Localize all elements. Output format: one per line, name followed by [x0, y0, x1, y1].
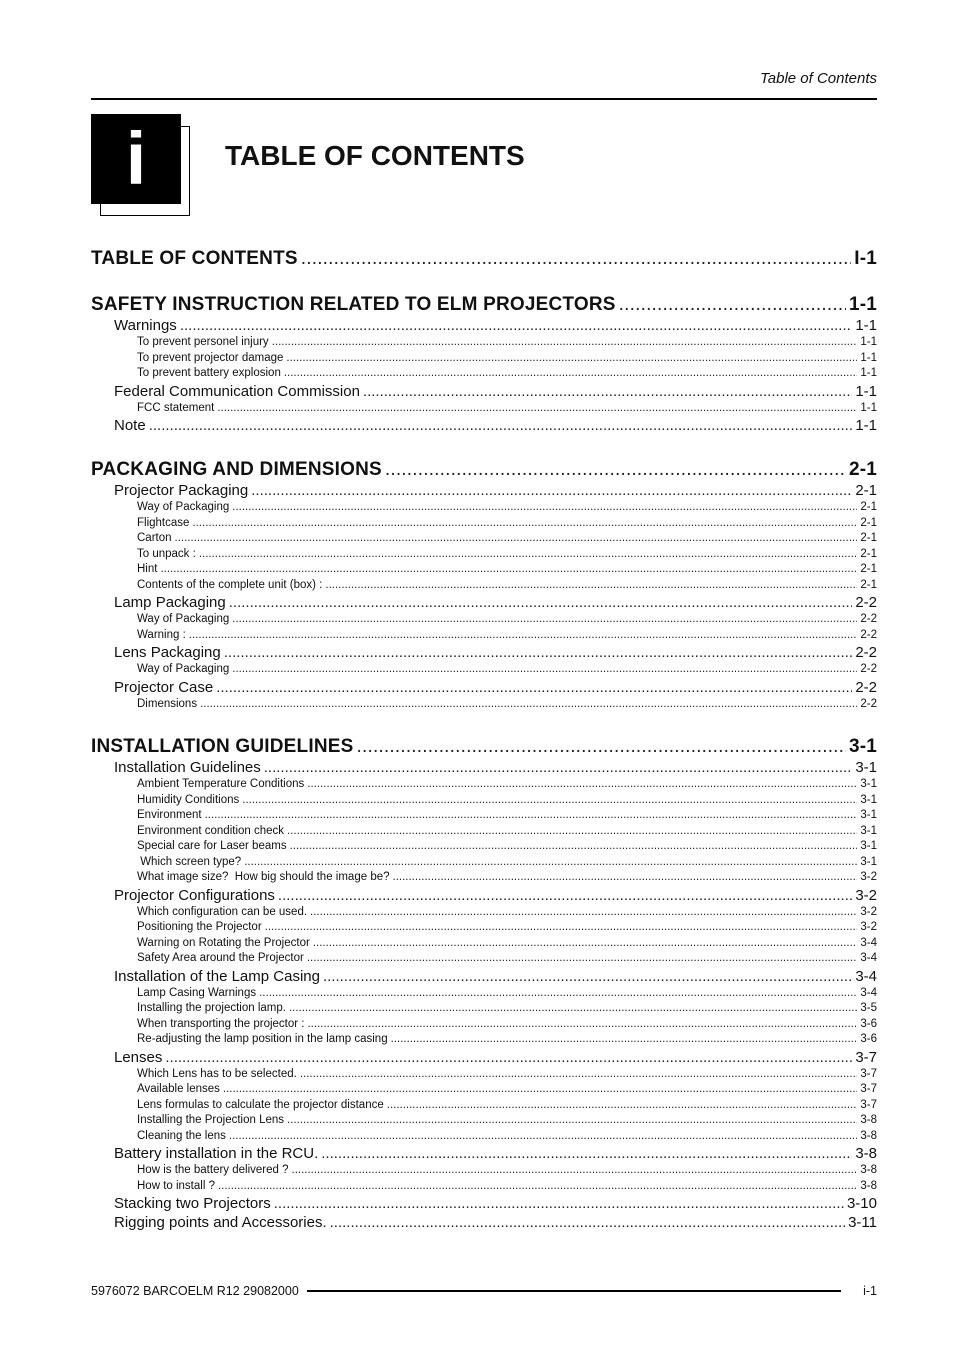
- toc-dot-leader: [307, 1017, 857, 1033]
- toc-entry-page: 3-2: [860, 921, 877, 933]
- toc-entry-page: 3-1: [860, 793, 877, 806]
- toc-entry-title: FCC statement: [137, 401, 215, 414]
- toc-entry-level-2[interactable]: [91, 593, 877, 612]
- toc-entry-page: 2-2: [860, 663, 877, 675]
- toc-entry-title: Installing the projection lamp.: [137, 1002, 286, 1014]
- toc-dot-leader: [264, 758, 853, 777]
- toc-entry-level-2[interactable]: [91, 382, 877, 401]
- toc-entry-page: 1-1: [855, 382, 877, 400]
- toc-entry-page: 2-1: [860, 547, 877, 560]
- toc-entry-title: Battery installation in the RCU.: [114, 1145, 319, 1162]
- toc-entry-level-3[interactable]: [91, 824, 877, 840]
- toc-dot-leader: [325, 578, 857, 594]
- toc-dot-leader: [192, 516, 857, 532]
- toc-entry-page: 3-4: [860, 936, 877, 949]
- toc-entry-level-2[interactable]: [91, 643, 877, 662]
- toc-dot-leader: [284, 366, 858, 382]
- toc-entry-page: 3-8: [860, 1179, 877, 1192]
- toc-entry-title: Ambient Temperature Conditions: [137, 778, 305, 790]
- toc-dot-leader: [323, 967, 852, 986]
- toc-entry-page: 2-2: [860, 628, 877, 641]
- toc-entry-level-3[interactable]: [91, 1129, 877, 1145]
- toc-entry-level-2[interactable]: [91, 481, 877, 500]
- toc-entry-title: INSTALLATION GUIDELINES: [91, 736, 354, 757]
- toc-entry-title: Lens Packaging: [114, 644, 221, 661]
- toc-entry-title: Special care for Laser beams: [137, 840, 287, 852]
- toc-entry-level-2[interactable]: [91, 967, 877, 986]
- toc-dot-leader: [357, 736, 846, 758]
- toc-entry-page: 3-8: [860, 1129, 877, 1142]
- toc-entry-title: Humidity Conditions: [137, 793, 240, 806]
- toc-entry-title: Flightcase: [137, 516, 190, 529]
- toc-entry-level-3[interactable]: [91, 793, 877, 809]
- toc-entry-page: 1-1: [855, 317, 877, 334]
- toc-dot-leader: [160, 562, 857, 578]
- toc-dot-leader: [300, 1067, 858, 1083]
- toc-entry-level-3[interactable]: [91, 1163, 877, 1179]
- toc-entry-page: 3-1: [860, 809, 877, 821]
- toc-entry-level-2[interactable]: [91, 316, 877, 335]
- toc-entry-page: 3-2: [860, 871, 877, 883]
- toc-entry-level-3[interactable]: [91, 855, 877, 871]
- toc-entry-page: 2-2: [860, 613, 877, 625]
- toc-dot-leader: [289, 1001, 857, 1017]
- toc-dot-leader: [175, 531, 858, 547]
- toc-entry-page: 2-2: [860, 697, 877, 710]
- toc-entry-level-3[interactable]: [91, 905, 877, 921]
- toc-entry-title: Installation Guidelines: [114, 759, 261, 776]
- toc-entry-level-2[interactable]: [91, 416, 877, 435]
- toc-dot-leader: [224, 643, 853, 662]
- toc-entry-title: Note: [114, 417, 146, 434]
- toc-entry-level-3[interactable]: [91, 1179, 877, 1195]
- toc-entry-page: 3-8: [855, 1145, 877, 1162]
- toc-entry-title: TABLE OF CONTENTS: [91, 248, 298, 269]
- toc-entry-page: 2-1: [855, 482, 877, 499]
- toc-dot-leader: [619, 294, 846, 316]
- toc-entry-level-3[interactable]: [91, 1098, 877, 1114]
- toc-entry-page: 2-2: [855, 678, 877, 696]
- toc-entry-title: Federal Communication Commission: [114, 382, 360, 400]
- toc-entry-page: 3-7: [860, 1083, 877, 1095]
- toc-entry-level-3[interactable]: [91, 562, 877, 578]
- toc-dot-leader: [286, 351, 857, 367]
- toc-dot-leader: [387, 1098, 858, 1114]
- toc-entry-level-3[interactable]: [91, 401, 877, 417]
- toc-entry-level-2[interactable]: [91, 758, 877, 777]
- toc-entry-level-3[interactable]: [91, 777, 877, 793]
- toc-entry-title: Environment condition check: [137, 824, 285, 837]
- toc-entry-level-3[interactable]: [91, 578, 877, 594]
- toc-entry-level-3[interactable]: [91, 951, 877, 967]
- toc-entry-title: How is the battery delivered ?: [137, 1164, 289, 1176]
- toc-entry-page: 3-4: [860, 986, 877, 999]
- toc-dot-leader: [229, 593, 853, 612]
- toc-entry-level-3[interactable]: [91, 1017, 877, 1033]
- toc-entry-title: Which screen type?: [137, 855, 242, 868]
- toc-entry-page: 3-1: [860, 824, 877, 837]
- toc-entry-level-1[interactable]: [91, 248, 877, 270]
- toc-dot-leader: [301, 248, 851, 270]
- toc-entry-level-3[interactable]: [91, 920, 877, 936]
- toc-dot-leader: [307, 777, 857, 793]
- toc-entry-page: 3-2: [860, 905, 877, 918]
- toc-entry-page: 3-6: [860, 1033, 877, 1045]
- toc-dot-leader: [189, 628, 858, 644]
- toc-entry-level-2[interactable]: [91, 886, 877, 905]
- page-footer: [91, 1282, 877, 1300]
- toc-dot-leader: [287, 824, 857, 840]
- toc-entry-level-3[interactable]: [91, 662, 877, 678]
- toc-entry-level-3[interactable]: [91, 1113, 877, 1129]
- toc-entry-page: 3-7: [860, 1098, 877, 1111]
- toc-entry-level-2[interactable]: [91, 1048, 877, 1067]
- toc-entry-page: 3-7: [855, 1048, 877, 1066]
- footer-rule: [307, 1290, 841, 1292]
- toc-entry-level-3[interactable]: [91, 808, 877, 824]
- toc-entry-page: 3-8: [860, 1164, 877, 1176]
- toc-entry-level-1[interactable]: [91, 294, 877, 316]
- toc-entry-level-2[interactable]: [91, 1144, 877, 1163]
- toc-entry-level-1[interactable]: [91, 459, 877, 481]
- toc-dot-leader: [149, 416, 853, 435]
- toc-entry-page: 2-1: [860, 532, 877, 544]
- toc-dot-leader: [272, 335, 858, 351]
- toc-entry-title: Lamp Packaging: [114, 594, 226, 611]
- chapter-info-icon: [91, 114, 191, 217]
- toc-entry-page: 3-10: [846, 1195, 877, 1212]
- toc-entry-level-3[interactable]: [91, 1001, 877, 1017]
- toc-entry-page: 3-6: [860, 1017, 877, 1030]
- toc-dot-leader: [259, 986, 857, 1002]
- toc-dot-leader: [391, 1032, 858, 1048]
- toc-entry-level-3[interactable]: [91, 335, 877, 351]
- toc-dot-leader: [385, 459, 846, 481]
- toc-entry-title: Projector Packaging: [114, 482, 249, 499]
- toc-entry-title: Installing the Projection Lens: [137, 1114, 285, 1126]
- toc-entry-level-3[interactable]: [91, 697, 877, 713]
- toc-entry-page: 3-4: [860, 952, 877, 964]
- toc-entry-page: 3-1: [848, 736, 877, 757]
- toc-entry-title: What image size? How big should the image be?: [137, 871, 390, 883]
- toc-entry-level-3[interactable]: [91, 986, 877, 1002]
- toc-entry-page: 1-1: [860, 367, 877, 379]
- toc-entry-title: Projector Configurations: [114, 886, 275, 904]
- footer-doc-id: 5976072 BARCOELM R12 29082000: [91, 1284, 299, 1298]
- toc-entry-title: Hint: [137, 563, 158, 575]
- toc-entry-title: Which configuration can be used.: [137, 905, 308, 918]
- toc-entry-page: 1-1: [860, 401, 877, 414]
- toc-entry-title: Warning on Rotating the Projector: [137, 936, 310, 949]
- toc-entry-page: 3-7: [860, 1067, 877, 1080]
- toc-entry-title: Which Lens has to be selected.: [137, 1067, 297, 1080]
- toc-entry-title: SAFETY INSTRUCTION RELATED TO ELM PROJECTORS: [91, 294, 616, 315]
- toc-dot-leader: [216, 678, 852, 697]
- toc-entry-page: 3-2: [855, 886, 877, 904]
- toc-entry-title: Re-adjusting the lamp position in the lamp casing: [137, 1033, 388, 1045]
- toc-entry-title: Rigging points and Accessories.: [114, 1214, 327, 1231]
- toc-entry-title: How to install ?: [137, 1179, 215, 1192]
- toc-entry-level-3[interactable]: [91, 870, 877, 886]
- toc-entry-title: Positioning the Projector: [137, 921, 262, 933]
- toc-entry-page: 3-1: [860, 840, 877, 852]
- toc-entry-level-3[interactable]: [91, 628, 877, 644]
- toc-entry-title: To unpack :: [137, 547, 196, 560]
- toc-dot-leader: [313, 936, 858, 952]
- toc-dot-leader: [251, 481, 852, 500]
- toc-entry-page: 3-11: [848, 1214, 877, 1231]
- toc-entry-level-3[interactable]: [91, 500, 877, 516]
- toc-entry-level-3[interactable]: [91, 612, 877, 628]
- toc-entry-page: 2-1: [860, 578, 877, 591]
- toc-entry-title: Way of Packaging: [137, 501, 230, 513]
- toc-entry-title: Available lenses: [137, 1083, 220, 1095]
- toc-entry-page: 1-1: [848, 294, 877, 315]
- toc-entry-title: Safety Area around the Projector: [137, 952, 304, 964]
- toc-entry-level-3[interactable]: [91, 351, 877, 367]
- running-head-title: Table of Contents: [759, 70, 877, 87]
- toc-dot-leader: [292, 1163, 858, 1179]
- toc-dot-leader: [265, 920, 858, 936]
- toc-entry-title: Warning :: [137, 628, 186, 641]
- toc-entry-title: When transporting the projector :: [137, 1017, 305, 1030]
- toc-entry-level-1[interactable]: [91, 736, 877, 758]
- icon-letter: i: [91, 114, 181, 204]
- toc-entry-title: Lenses: [114, 1048, 163, 1066]
- toc-entry-page: 3-5: [860, 1002, 877, 1014]
- toc-entry-title: Way of Packaging: [137, 613, 230, 625]
- toc-entry-level-3[interactable]: [91, 936, 877, 952]
- toc-entry-page: 2-1: [848, 459, 877, 480]
- toc-entry-level-3[interactable]: [91, 1032, 877, 1048]
- toc-dot-leader: [232, 612, 857, 628]
- toc-dot-leader: [232, 662, 857, 678]
- toc-entry-page: 2-2: [855, 644, 877, 661]
- toc-dot-leader: [274, 1194, 844, 1213]
- toc-entry-title: Contents of the complete unit (box) :: [137, 578, 323, 591]
- toc-entry-title: Way of Packaging: [137, 663, 230, 675]
- toc-dot-leader: [229, 1129, 858, 1145]
- toc-entry-level-3[interactable]: [91, 516, 877, 532]
- toc-entry-title: Environment: [137, 809, 202, 821]
- toc-entry-page: 1-1: [860, 351, 877, 364]
- toc-dot-leader: [200, 697, 857, 713]
- footer-page-number: i-1: [863, 1284, 877, 1298]
- toc-dot-leader: [218, 1179, 857, 1195]
- toc-entry-level-2[interactable]: [91, 1213, 877, 1232]
- toc-entry-level-2[interactable]: [91, 678, 877, 697]
- toc-dot-leader: [330, 1213, 845, 1232]
- toc-entry-page: 1-1: [860, 336, 877, 348]
- toc-dot-leader: [232, 500, 857, 516]
- toc-dot-leader: [244, 855, 857, 871]
- toc-dot-leader: [393, 870, 858, 886]
- toc-entry-level-3[interactable]: [91, 839, 877, 855]
- toc-entry-page: 3-1: [860, 778, 877, 790]
- toc-entry-title: Carton: [137, 532, 172, 544]
- toc-dot-leader: [310, 905, 857, 921]
- toc-entry-page: 2-1: [860, 501, 877, 513]
- page-title: TABLE OF CONTENTS: [225, 140, 525, 171]
- toc-entry-page: 3-1: [860, 855, 877, 868]
- toc-dot-leader: [180, 316, 853, 335]
- toc-dot-leader: [307, 951, 858, 967]
- toc-entry-page: I-1: [854, 248, 877, 269]
- toc-entry-title: Stacking two Projectors: [114, 1195, 271, 1212]
- toc-entry-page: 1-1: [855, 417, 877, 434]
- toc-dot-leader: [278, 886, 852, 905]
- toc-entry-level-3[interactable]: [91, 1067, 877, 1083]
- toc-entry-title: To prevent battery explosion: [137, 367, 281, 379]
- toc-entry-title: Installation of the Lamp Casing: [114, 967, 320, 985]
- table-of-contents: [91, 248, 877, 1232]
- toc-entry-title: Cleaning the lens: [137, 1129, 226, 1142]
- toc-entry-level-3[interactable]: [91, 547, 877, 563]
- toc-dot-leader: [217, 401, 857, 417]
- toc-entry-title: Lens formulas to calculate the projector distance: [137, 1098, 384, 1111]
- toc-dot-leader: [363, 382, 852, 401]
- toc-entry-level-3[interactable]: [91, 1082, 877, 1098]
- toc-dot-leader: [223, 1082, 857, 1098]
- toc-entry-page: 2-1: [860, 563, 877, 575]
- toc-entry-title: To prevent projector damage: [137, 351, 284, 364]
- toc-dot-leader: [165, 1048, 852, 1067]
- toc-entry-level-3[interactable]: [91, 531, 877, 547]
- toc-entry-level-3[interactable]: [91, 366, 877, 382]
- toc-dot-leader: [242, 793, 857, 809]
- toc-entry-title: PACKAGING AND DIMENSIONS: [91, 459, 382, 480]
- toc-entry-page: 3-4: [855, 967, 877, 985]
- toc-dot-leader: [199, 547, 858, 563]
- header-rule: [91, 98, 877, 100]
- toc-dot-leader: [290, 839, 858, 855]
- toc-entry-title: Projector Case: [114, 678, 214, 696]
- toc-entry-title: Warnings: [114, 317, 177, 334]
- toc-entry-page: 2-2: [855, 594, 877, 611]
- toc-entry-page: 3-8: [860, 1114, 877, 1126]
- toc-dot-leader: [321, 1144, 852, 1163]
- toc-entry-title: To prevent personel injury: [137, 336, 269, 348]
- toc-entry-level-2[interactable]: [91, 1194, 877, 1213]
- toc-entry-page: 2-1: [860, 516, 877, 529]
- toc-entry-page: 3-1: [855, 759, 877, 776]
- toc-entry-title: Lamp Casing Warnings: [137, 986, 257, 999]
- toc-entry-title: Dimensions: [137, 697, 198, 710]
- toc-dot-leader: [205, 808, 858, 824]
- toc-dot-leader: [287, 1113, 857, 1129]
